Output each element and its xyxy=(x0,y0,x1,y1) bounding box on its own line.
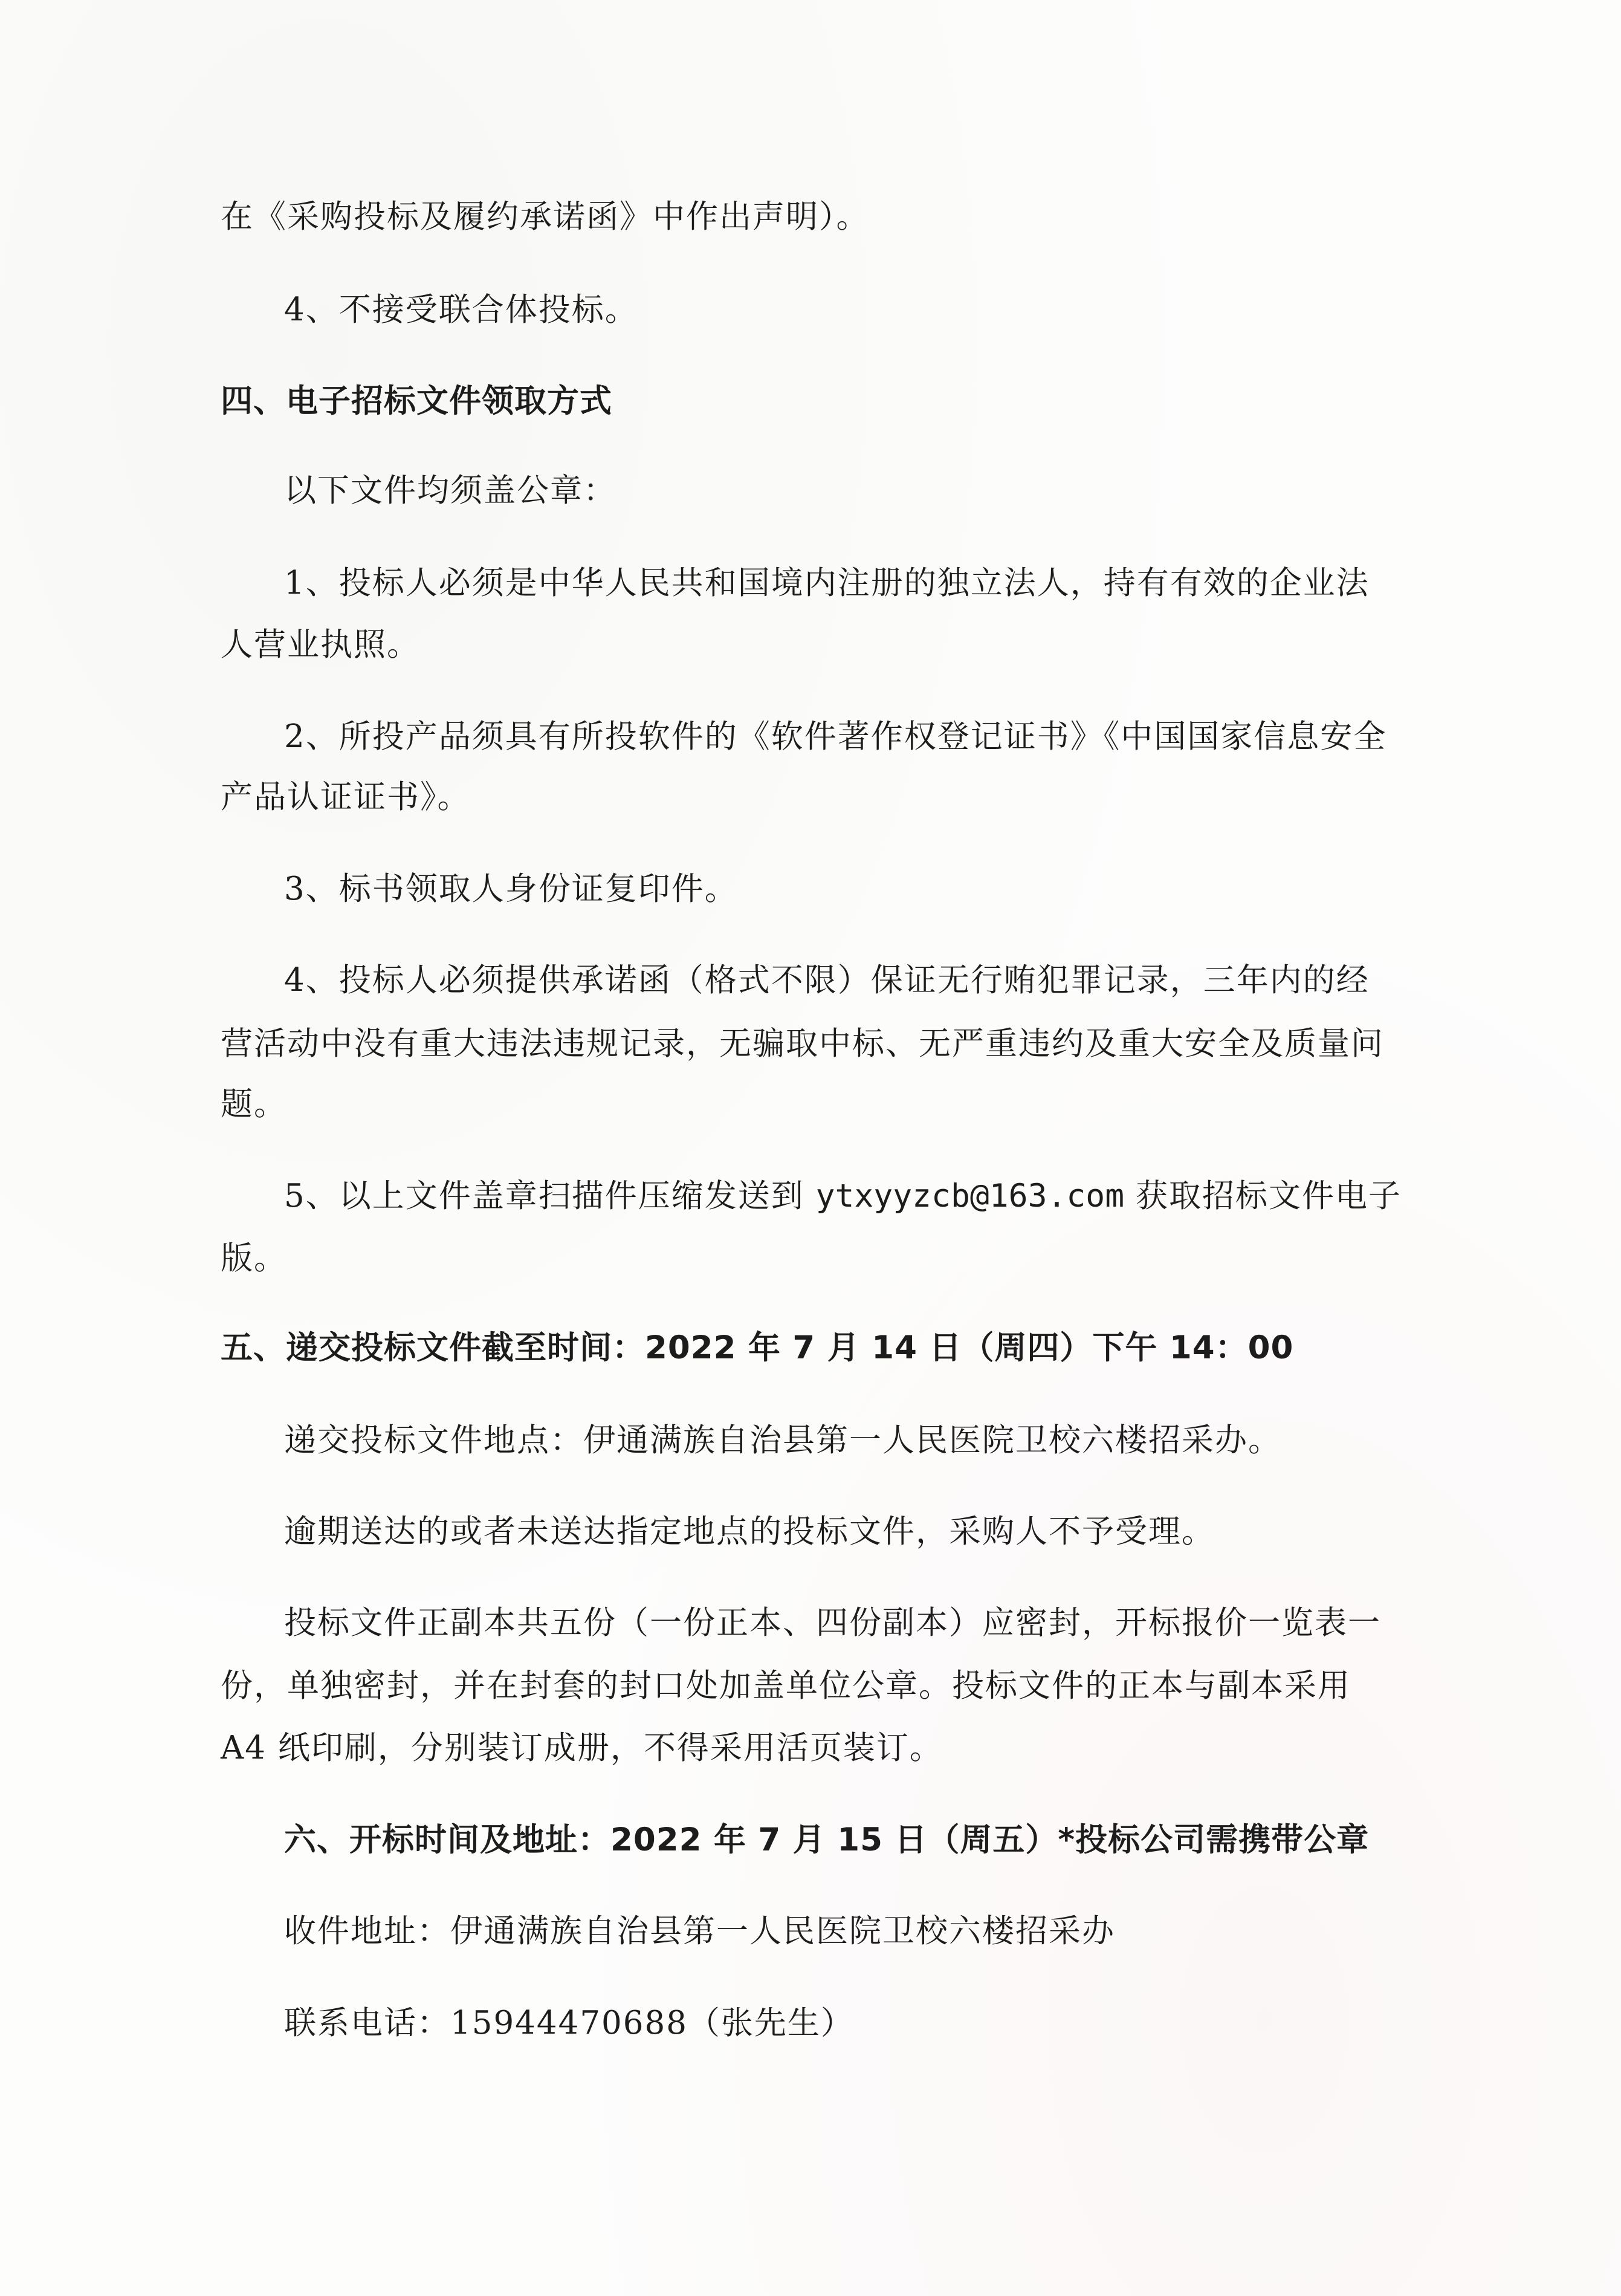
text-line-submission-location: 递交投标文件地点：伊通满族自治县第一人民医院卫校六楼招采办。 xyxy=(284,1422,1281,1459)
text-line-item4-c: 题。 xyxy=(221,1086,287,1123)
section-heading-four: 四、电子招标文件领取方式 xyxy=(221,383,612,420)
text-line-item4-b: 营活动中没有重大违法违规记录，无骗取中标、无严重违约及重大安全及质量问 xyxy=(221,1025,1384,1062)
text-line-no-consortium: 4、不接受联合体投标。 xyxy=(284,291,638,328)
text-line-receiving-address: 收件地址：伊通满族自治县第一人民医院卫校六楼招采办 xyxy=(284,1913,1115,1950)
text-line-item4-a: 4、投标人必须提供承诺函（格式不限）保证无行贿犯罪记录，三年内的经 xyxy=(284,962,1370,999)
email-address: ytxyyzcb@163.com xyxy=(815,1178,1125,1214)
text-line-copies-b: 份，单独密封，并在封套的封口处加盖单位公章。投标文件的正本与副本采用 xyxy=(221,1667,1351,1704)
text-line-copies-a: 投标文件正副本共五份（一份正本、四份副本）应密封，开标报价一览表一 xyxy=(284,1604,1381,1641)
text-line-item2-a: 2、所投产品须具有所投软件的《软件著作权登记证书》《中国国家信息安全 xyxy=(284,718,1387,755)
text-line-item5-b: 版。 xyxy=(221,1240,287,1277)
item5-text-suffix: 获取招标文件电子 xyxy=(1124,1178,1402,1214)
item5-text-prefix: 5、以上文件盖章扫描件压缩发送到 xyxy=(284,1178,816,1214)
text-line-item1-b: 人营业执照。 xyxy=(221,626,420,663)
text-line-copies-c: A4 纸印刷，分别装订成册，不得采用活页装订。 xyxy=(221,1730,943,1766)
text-line-late-submission: 逾期送达的或者未送达指定地点的投标文件，采购人不予受理。 xyxy=(284,1513,1215,1550)
text-line-item2-b: 产品认证证书》。 xyxy=(221,779,471,816)
section-heading-six: 六、开标时间及地址：2022 年 7 月 15 日（周五）*投标公司需携带公章 xyxy=(284,1821,1370,1858)
text-line-item1-a: 1、投标人必须是中华人民共和国境内注册的独立法人，持有有效的企业法 xyxy=(284,565,1370,602)
text-line-item5-a xyxy=(284,1180,1402,1212)
text-line-item3: 3、标书领取人身份证复印件。 xyxy=(284,871,738,907)
text-line-statement-end: 在《采购投标及履约承诺函》中作出声明）。 xyxy=(221,198,870,235)
text-line-contact-phone: 联系电话：15944470688（张先生） xyxy=(284,2005,854,2041)
text-line-stamp-required: 以下文件均须盖公章： xyxy=(284,472,616,509)
section-heading-five: 五、递交投标文件截至时间：2022 年 7 月 14 日（周四）下午 14：00 xyxy=(221,1329,1294,1366)
